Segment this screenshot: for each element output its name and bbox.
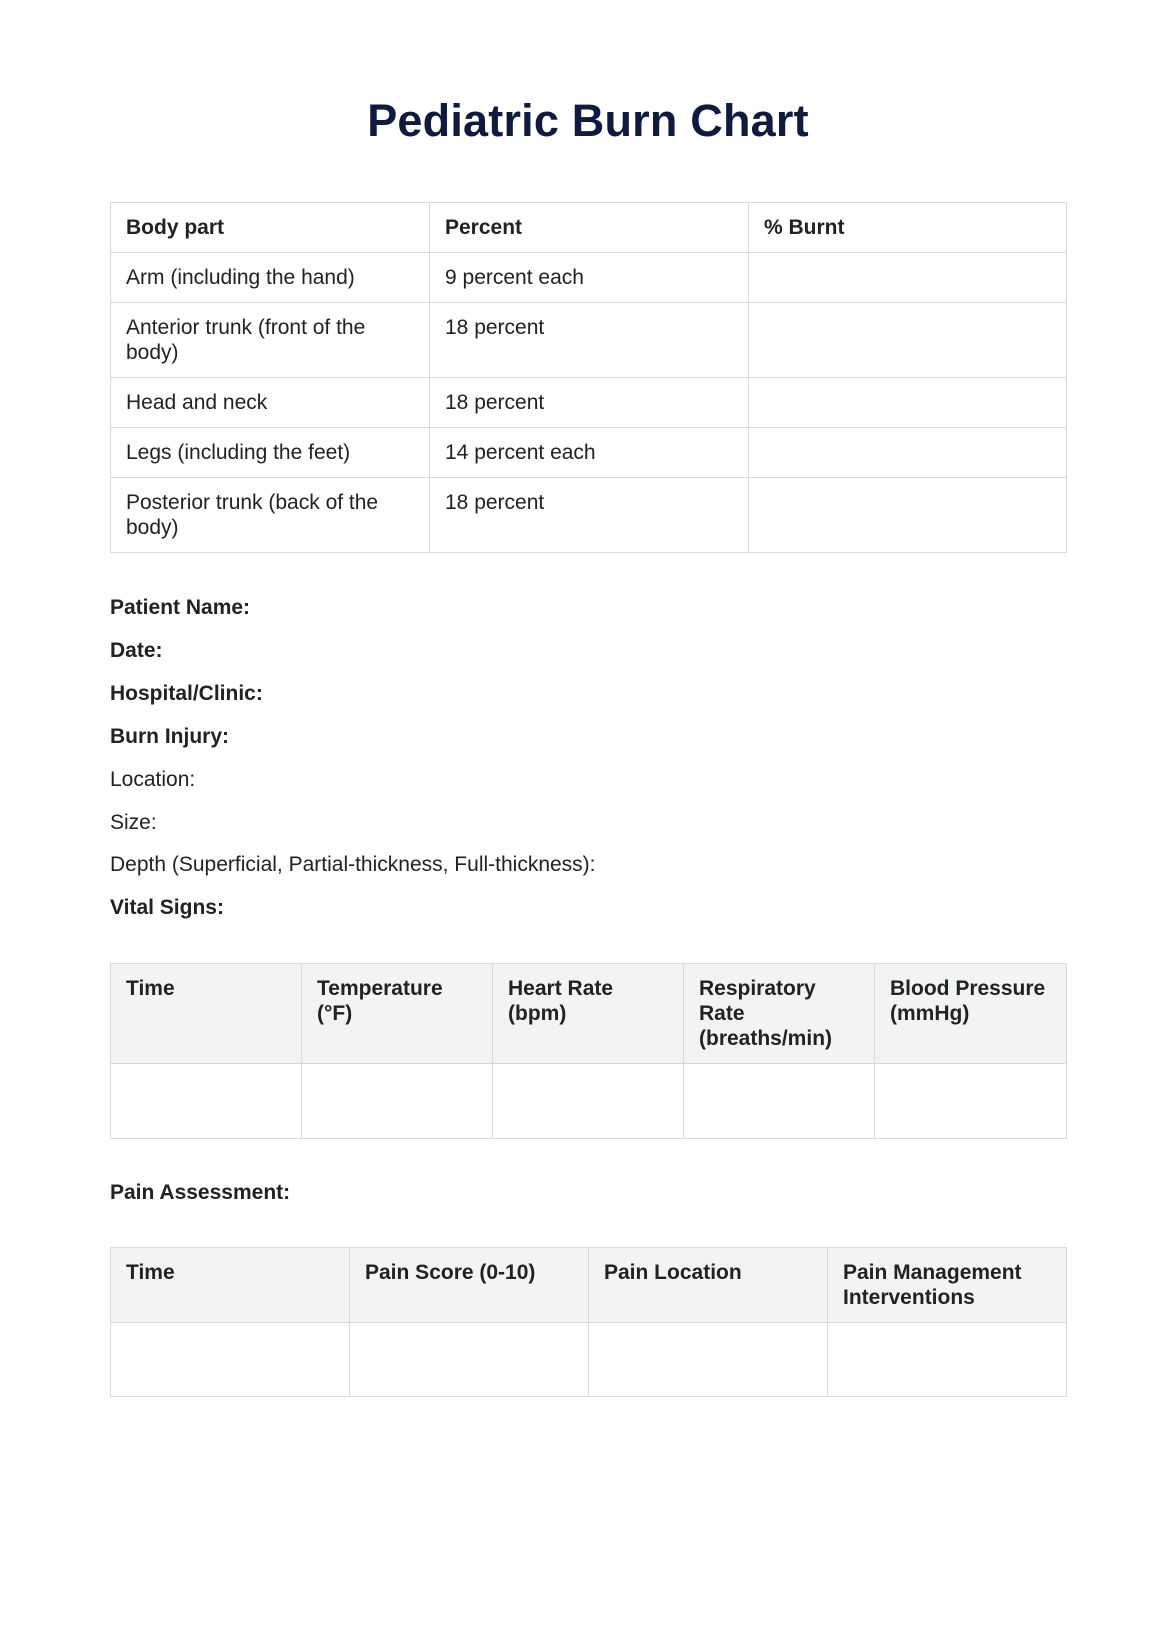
- percent-burnt-cell[interactable]: [749, 378, 1067, 428]
- body-part-cell: Posterior trunk (back of the body): [111, 478, 430, 553]
- pain-management-cell[interactable]: [828, 1323, 1067, 1397]
- page-title: Pediatric Burn Chart: [367, 95, 809, 146]
- blood-pressure-cell[interactable]: [875, 1064, 1067, 1139]
- header-body-part: Body part: [111, 203, 430, 253]
- percent-cell: 9 percent each: [430, 253, 749, 303]
- table-row: [111, 253, 1067, 303]
- percent-burnt-cell[interactable]: [749, 303, 1067, 378]
- percent-burnt-cell[interactable]: [749, 428, 1067, 478]
- pain-location-cell[interactable]: [589, 1323, 828, 1397]
- table-header-row: [111, 1248, 1067, 1323]
- pain-assessment-table: [110, 1247, 1067, 1397]
- header-pain-score: Pain Score (0-10): [350, 1248, 589, 1323]
- header-heart-rate: Heart Rate (bpm): [493, 964, 684, 1064]
- time-cell[interactable]: [111, 1323, 350, 1397]
- hospital-clinic-label: Hospital/Clinic:: [110, 682, 263, 705]
- percent-cell: 18 percent: [430, 303, 749, 378]
- size-label: Size:: [110, 811, 157, 834]
- date-label: Date:: [110, 639, 163, 662]
- pain-assessment-label: Pain Assessment:: [110, 1181, 291, 1204]
- body-part-cell: Arm (including the hand): [111, 253, 430, 303]
- pain-score-cell[interactable]: [350, 1323, 589, 1397]
- percent-cell: 18 percent: [430, 478, 749, 553]
- header-respiratory-rate: Respiratory Rate (breaths/min): [684, 964, 875, 1064]
- body-part-cell: Legs (including the feet): [111, 428, 430, 478]
- header-blood-pressure: Blood Pressure (mmHg): [875, 964, 1067, 1064]
- table-row: [111, 478, 1067, 553]
- percent-cell: 18 percent: [430, 378, 749, 428]
- header-time: Time: [111, 1248, 350, 1323]
- burn-injury-label: Burn Injury:: [110, 725, 229, 748]
- table-header-row: [111, 964, 1067, 1064]
- vital-signs-label: Vital Signs:: [110, 896, 224, 919]
- heart-rate-cell[interactable]: [493, 1064, 684, 1139]
- header-percent-burnt: % Burnt: [749, 203, 1067, 253]
- percent-burnt-cell[interactable]: [749, 478, 1067, 553]
- time-cell[interactable]: [111, 1064, 302, 1139]
- table-row: [111, 1323, 1067, 1397]
- header-pain-management: Pain Management Interventions: [828, 1248, 1067, 1323]
- table-header-row: [111, 203, 1067, 253]
- table-row: [111, 1064, 1067, 1139]
- depth-label: Depth (Superficial, Partial-thickness, Full-thickness):: [110, 853, 596, 876]
- percent-burnt-cell[interactable]: [749, 253, 1067, 303]
- body-part-cell: Head and neck: [111, 378, 430, 428]
- percent-cell: 14 percent each: [430, 428, 749, 478]
- table-row: [111, 428, 1067, 478]
- header-temperature: Temperature (°F): [302, 964, 493, 1064]
- temperature-cell[interactable]: [302, 1064, 493, 1139]
- header-percent: Percent: [430, 203, 749, 253]
- table-row: [111, 378, 1067, 428]
- patient-name-label: Patient Name:: [110, 596, 251, 619]
- burn-percentage-table: [110, 202, 1067, 553]
- body-part-cell: Anterior trunk (front of the body): [111, 303, 430, 378]
- header-time: Time: [111, 964, 302, 1064]
- header-pain-location: Pain Location: [589, 1248, 828, 1323]
- vital-signs-table: [110, 963, 1067, 1139]
- location-label: Location:: [110, 768, 196, 791]
- respiratory-rate-cell[interactable]: [684, 1064, 875, 1139]
- table-row: [111, 303, 1067, 378]
